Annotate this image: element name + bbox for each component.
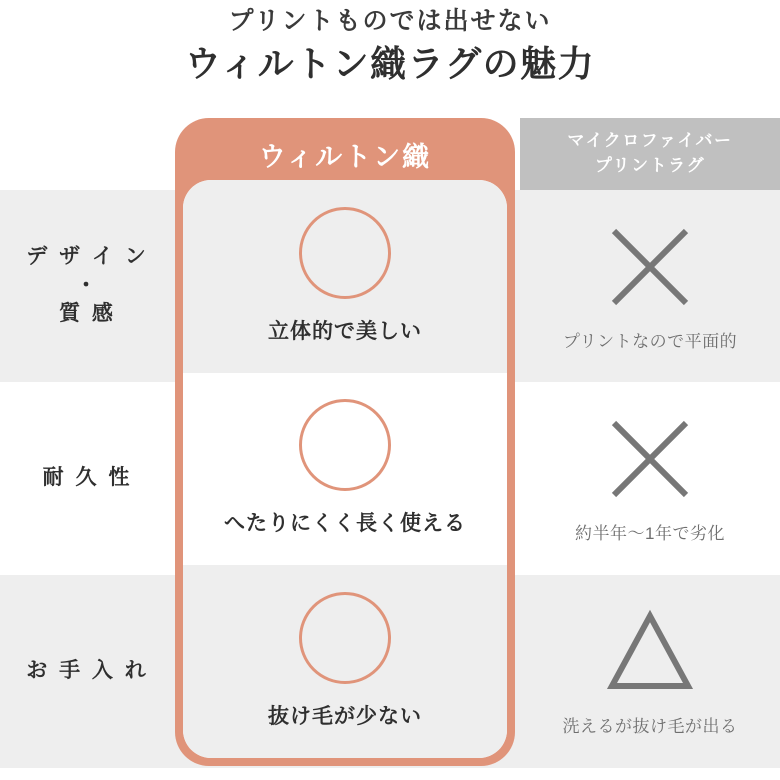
wilton-cell-label: へたりにくく長く使える bbox=[224, 512, 466, 536]
page-title: ウィルトン織ラグの魅力 bbox=[184, 43, 596, 85]
wilton-cell-label: 抜け毛が少ない bbox=[268, 705, 422, 729]
column-header-microfiber-line2: プリントラグ bbox=[594, 156, 706, 175]
triangle-icon bbox=[604, 606, 696, 698]
circle-icon bbox=[299, 207, 391, 299]
circle-icon bbox=[299, 399, 391, 491]
column-header-microfiber bbox=[520, 118, 780, 190]
category-line-3: 質 感 bbox=[59, 302, 116, 326]
comparison-cell-label: プリントなので平面的 bbox=[562, 331, 738, 351]
comparison-cell bbox=[520, 382, 780, 575]
circle-icon bbox=[299, 592, 391, 684]
wilton-column bbox=[175, 118, 515, 766]
category-line-2: ・ bbox=[75, 273, 100, 297]
category-line-1: デ ザ イ ン bbox=[26, 245, 149, 269]
comparison-table bbox=[0, 118, 780, 780]
category-line-1: 耐 久 性 bbox=[42, 466, 133, 490]
row-category-label bbox=[0, 190, 175, 382]
column-header-wilton: ウィルトン織 bbox=[258, 141, 432, 172]
wilton-cell bbox=[183, 180, 507, 373]
wilton-column-body bbox=[183, 180, 507, 758]
column-header-microfiber-line1: マイクロファイバー bbox=[567, 131, 733, 151]
comparison-cell bbox=[520, 190, 780, 382]
comparison-cell-label: 約半年〜1年で劣化 bbox=[575, 524, 725, 543]
cross-icon bbox=[604, 221, 696, 313]
title-block bbox=[0, 6, 780, 88]
row-category-label bbox=[0, 382, 175, 575]
cross-icon bbox=[604, 413, 696, 505]
comparison-cell-label: 洗えるが抜け毛が出る bbox=[562, 717, 738, 736]
comparison-cell bbox=[520, 575, 780, 768]
category-line-1: お 手 入 れ bbox=[26, 659, 149, 683]
wilton-cell bbox=[183, 565, 507, 758]
row-category-label bbox=[0, 575, 175, 768]
wilton-cell bbox=[183, 372, 507, 565]
wilton-cell-label: 立体的で美しい bbox=[268, 320, 422, 344]
title-subheading: プリントものでは出せない bbox=[228, 7, 552, 35]
